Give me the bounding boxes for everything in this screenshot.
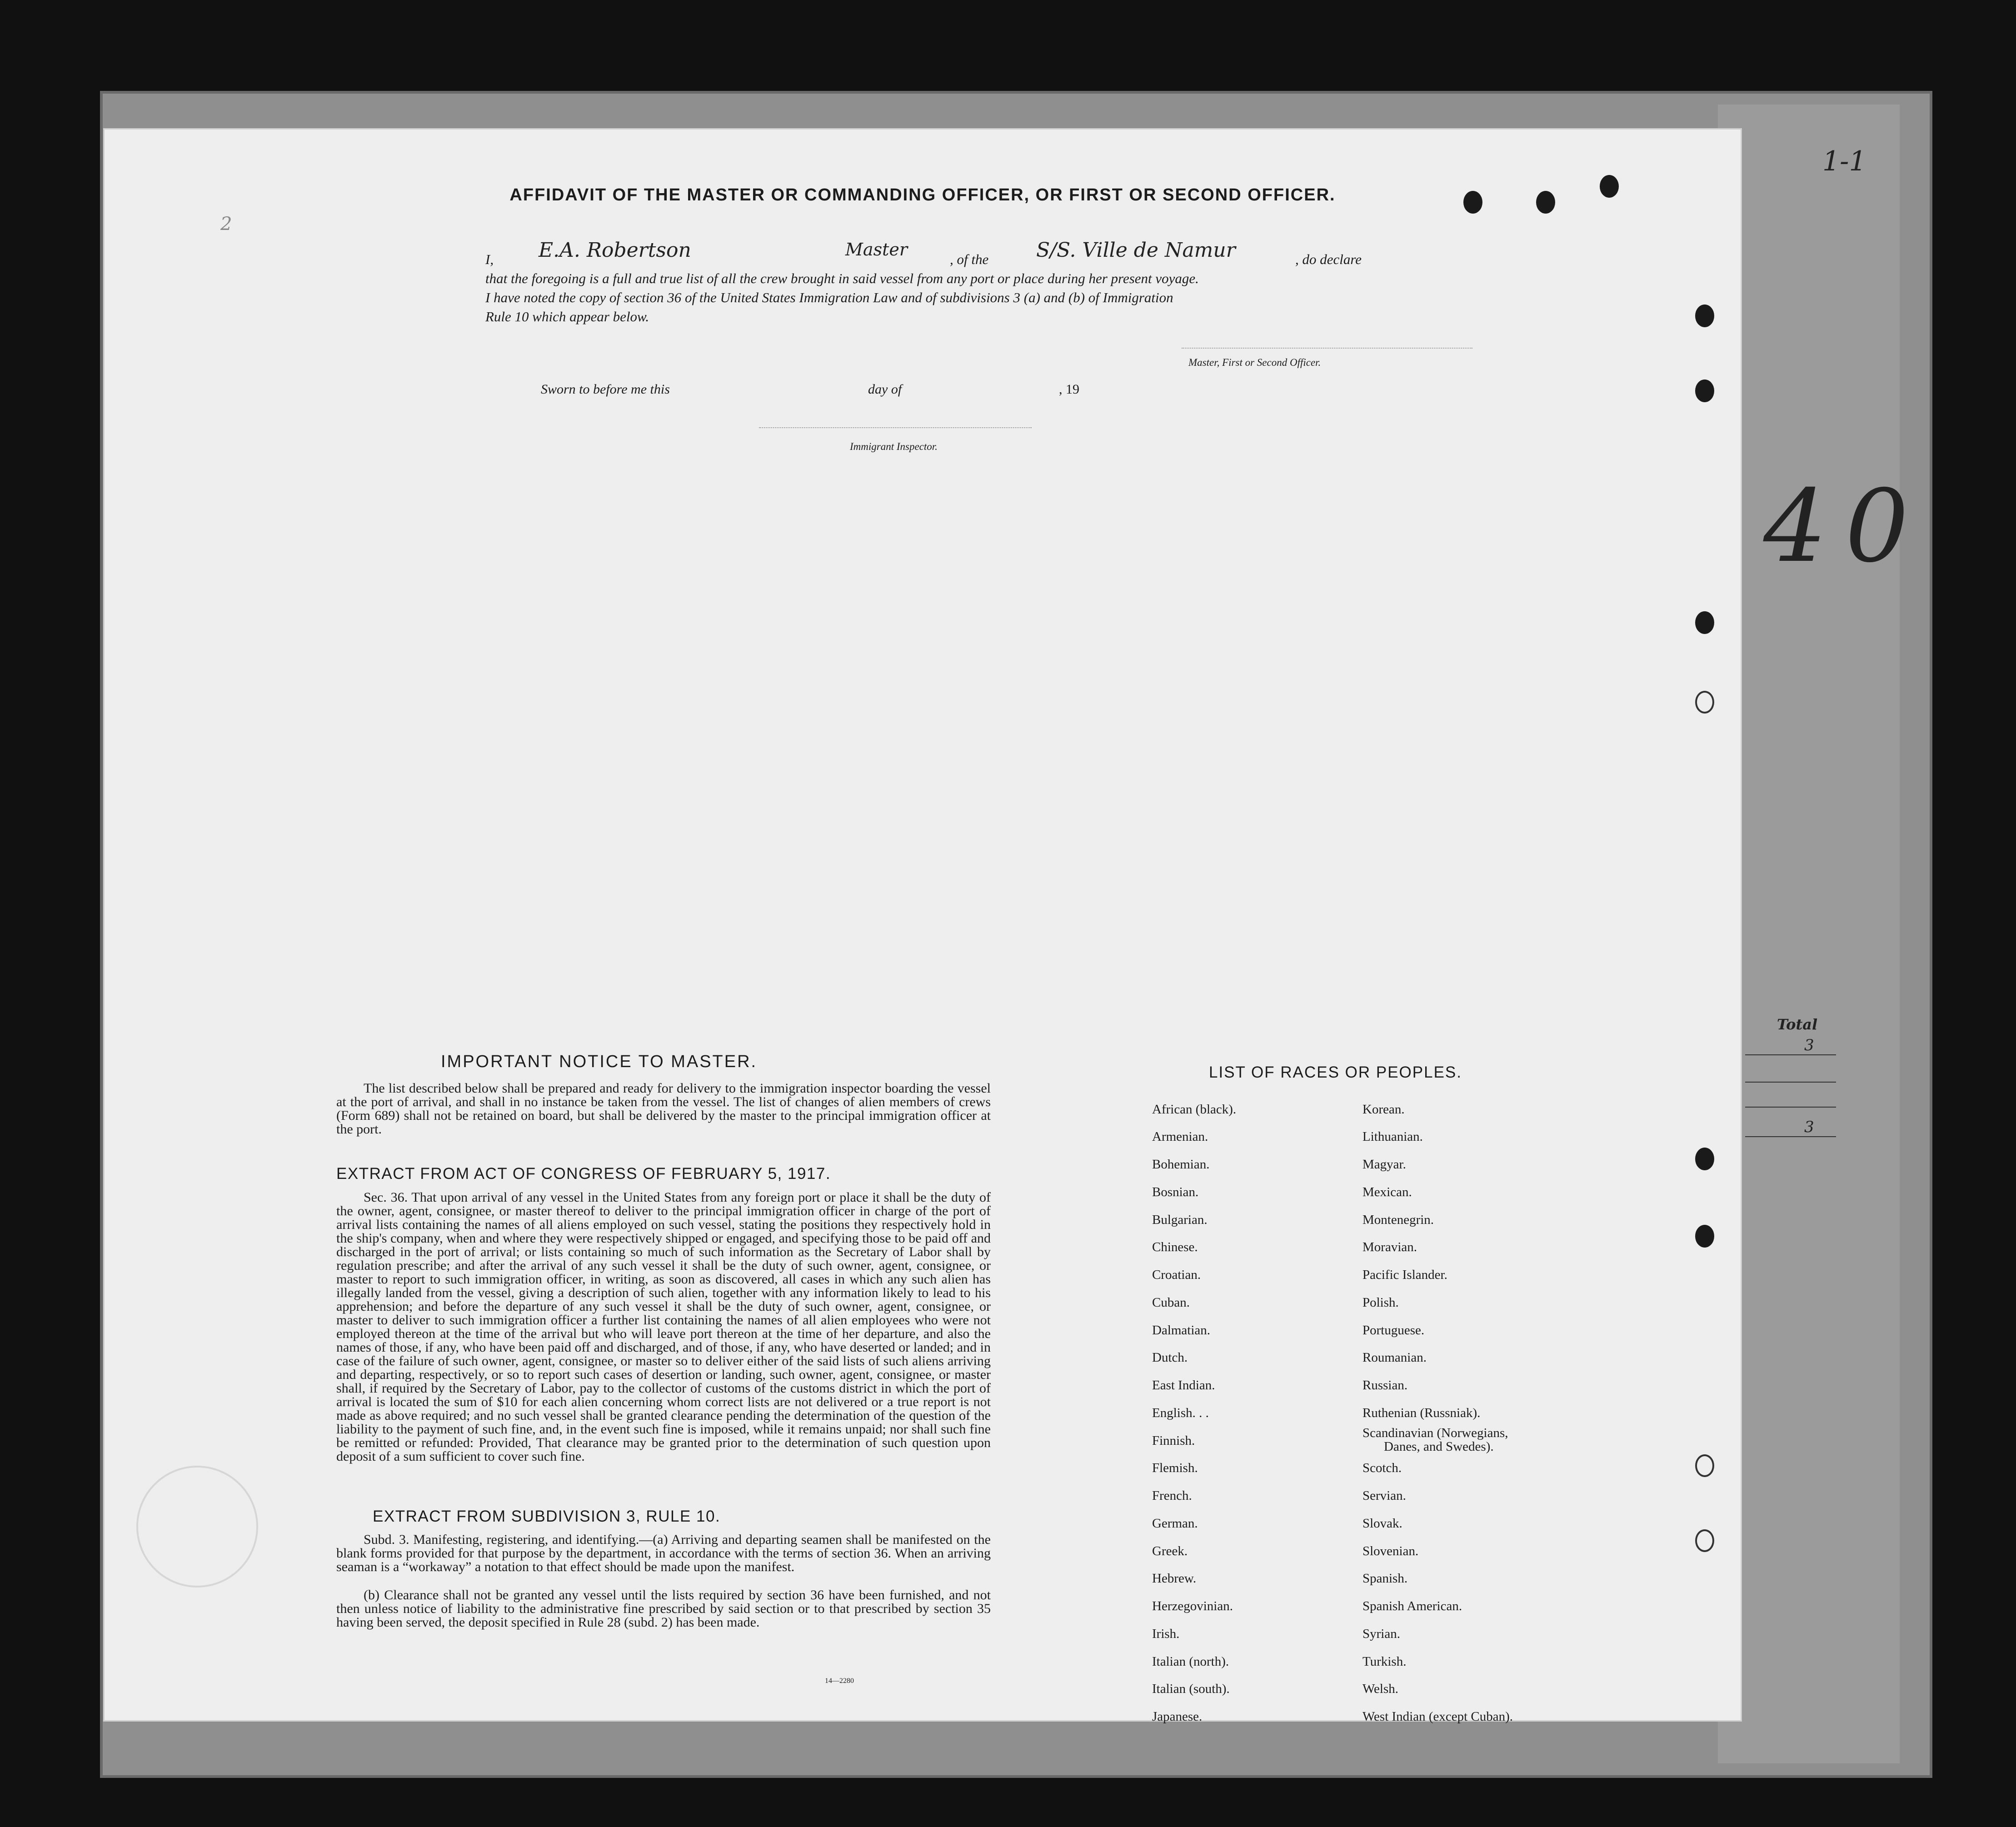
punch-hole bbox=[1600, 175, 1619, 198]
race-right: Spanish American. bbox=[1362, 1599, 1462, 1613]
total-label: Total bbox=[1777, 1016, 1818, 1033]
act-body: Sec. 36. That upon arrival of any vessel in the United States from any foreign port or place it shall be the duty of the owner, agent, consignee, or master thereof to deliver to the principal immigration officer in charge of the port of arrival lists containing the names of all aliens employed on such vessel, stating the positions they respectively hold in the ship's company, when and where they were respectively shipped or engaged, and specifying those to be paid off and discharged in the port of arrival; or lists containing so much of such information as the Secretary of Labor shall by regulation prescribe; and after the arrival of any such vessel it shall be the duty of such owner, agent, consignee, or master to report to such immigration officer, in writing, as soon as discovered, all cases in which any such alien has illegally landed from the vessel, giving a description of such alien, together with any information likely to lead to his apprehension; and before the departure of any such vessel it shall be the duty of such owner, agent, consignee, or master to deliver to such immigration officer a further list containing the names of all alien employees who were not employed thereon at the time of the arrival but who will leave port thereon at the time of her departure, and also the names of those, if any, who have been paid off and discharged, and of those, if any, who have deserted or landed; and in case of the failure of such owner, agent, consignee, or master so to deliver either of the said lists of such aliens arriving and departing, respectively, or so to report such cases of desertion or landing, such owner, agent, consignee, or master shall, if required by the Secretary of Labor, pay to the collector of customs of the customs district in which the port of arrival is located the sum of $10 for each alien concerning whom correct lists are not delivered or a true report is not made as above required; and no such vessel shall be granted clearance pending the determination of the question of the liability to the payment of such fine, and, in the event such fine is imposed, while it remains unpaid; nor shall such fine be remitted or refunded: Provided, That clearance may be granted prior to the determination of such question upon deposit of a sum sufficient to cover such fine. bbox=[336, 1190, 991, 1464]
race-right: Mexican. bbox=[1362, 1185, 1412, 1199]
race-right: Turkish. bbox=[1362, 1654, 1407, 1669]
race-left: Herzegovinian. bbox=[1152, 1599, 1233, 1613]
punch-hole bbox=[1695, 691, 1714, 714]
declaration-line-2: that the foregoing is a full and true list of all the crew brought in said vessel from any port or place during her present voyage. bbox=[485, 270, 1199, 286]
notice-title: IMPORTANT NOTICE TO MASTER. bbox=[441, 1052, 758, 1071]
race-left: Flemish. bbox=[1152, 1461, 1198, 1475]
race-right: Spanish. bbox=[1362, 1571, 1408, 1586]
total-value-2: 3 bbox=[1804, 1118, 1814, 1136]
total-rule bbox=[1745, 1107, 1836, 1108]
race-right: Montenegrin. bbox=[1362, 1213, 1434, 1227]
race-left: Italian (north). bbox=[1152, 1654, 1229, 1669]
races-title: LIST OF RACES OR PEOPLES. bbox=[1209, 1063, 1462, 1081]
left-margin-mark: 2 bbox=[220, 214, 232, 235]
sworn-label: Sworn to before me this bbox=[541, 382, 670, 397]
race-right: Slovenian. bbox=[1362, 1544, 1419, 1558]
page-number-mark: 1-1 bbox=[1822, 145, 1866, 177]
race-left: Japanese. bbox=[1152, 1709, 1203, 1724]
punch-hole bbox=[1695, 1529, 1714, 1552]
race-left: Cuban. bbox=[1152, 1295, 1190, 1310]
notice-body: The list described below shall be prepared and ready for delivery to the immigration inspector boarding the vessel at the port of arrival, and shall in no instance be taken from the vessel. The list of changes of alien members of crews (Form 689) shall not be retained on board, but shall be delivered by the master to the principal immigration officer at the port. bbox=[336, 1081, 991, 1137]
signature-line bbox=[1182, 348, 1472, 349]
declaration-line-3: I have noted the copy of section 36 of the United States Immigration Law and of subdivisions 3 (a) and (b) of Immigration bbox=[485, 290, 1173, 305]
race-left: Hebrew. bbox=[1152, 1571, 1197, 1586]
punch-hole bbox=[1695, 1225, 1714, 1248]
punch-hole bbox=[1463, 191, 1482, 214]
punch-hole bbox=[1695, 611, 1714, 634]
crew-list-page bbox=[105, 130, 1741, 1724]
day-of-label: day of bbox=[868, 382, 902, 397]
race-right: Russian. bbox=[1362, 1378, 1408, 1393]
race-left: Italian (south). bbox=[1152, 1682, 1230, 1696]
race-left: German. bbox=[1152, 1516, 1198, 1531]
race-left: East Indian. bbox=[1152, 1378, 1215, 1393]
total-value-1: 3 bbox=[1804, 1036, 1814, 1054]
race-left: Chinese. bbox=[1152, 1240, 1198, 1254]
race-left: French. bbox=[1152, 1488, 1192, 1503]
race-left: Greek. bbox=[1152, 1544, 1188, 1558]
race-right: Roumanian. bbox=[1362, 1350, 1427, 1365]
year-label: , 19 bbox=[1059, 382, 1079, 397]
of-the-label: , of the bbox=[950, 251, 989, 267]
big-handwritten-number: 40 bbox=[1763, 468, 1927, 584]
rule-body-a: Subd. 3. Manifesting, registering, and identifying.—(a) Arriving and departing seamen shall be manifested on the blank forms provided for that purpose by the department, in accordance with the terms of section 36. When an arriving seaman is a “workaway” a notation to that effect should be made upon the manifest. bbox=[336, 1532, 991, 1574]
race-left: English. . . bbox=[1152, 1406, 1209, 1420]
act-title: EXTRACT FROM ACT OF CONGRESS OF FEBRUARY 5, 1917. bbox=[336, 1165, 831, 1183]
inspector-caption: Immigrant Inspector. bbox=[850, 441, 938, 452]
race-left: Bohemian. bbox=[1152, 1157, 1210, 1172]
race-right: Slovak. bbox=[1362, 1516, 1402, 1531]
race-right: Lithuanian. bbox=[1362, 1129, 1423, 1144]
total-rule bbox=[1745, 1082, 1836, 1083]
race-right-continued: Danes, and Swedes). bbox=[1384, 1439, 1494, 1454]
declaration-line-1 bbox=[485, 251, 494, 268]
race-left: Croatian. bbox=[1152, 1268, 1201, 1282]
race-left: African (black). bbox=[1152, 1102, 1237, 1117]
signature-caption: Master, First or Second Officer. bbox=[1188, 357, 1321, 368]
total-rule bbox=[1745, 1136, 1836, 1137]
race-left: Armenian. bbox=[1152, 1129, 1208, 1144]
race-right: Scotch. bbox=[1362, 1461, 1402, 1475]
race-left: Irish. bbox=[1152, 1627, 1180, 1641]
underlying-page bbox=[1718, 105, 1927, 1763]
rule-body-b: (b) Clearance shall not be granted any vessel until the lists required by section 36 have been furnished, and not then unless notice of liability to the administrative fine prescribed by said section or to that prescribed by section 35 having been served, the deposit specified in Rule 28 (subd. 2) has been made. bbox=[336, 1587, 991, 1630]
faded-seal bbox=[136, 1466, 258, 1587]
race-right: Servian. bbox=[1362, 1488, 1406, 1503]
punch-hole bbox=[1695, 1454, 1714, 1477]
punch-hole bbox=[1695, 379, 1714, 402]
punch-hole bbox=[1695, 1148, 1714, 1170]
race-right: Magyar. bbox=[1362, 1157, 1406, 1172]
master-rank: Master bbox=[845, 240, 908, 260]
declaration-line-4: Rule 10 which appear below. bbox=[485, 309, 649, 324]
race-right: Scandinavian (Norwegians, bbox=[1362, 1426, 1508, 1440]
race-left: Bulgarian. bbox=[1152, 1213, 1208, 1227]
race-right: Polish. bbox=[1362, 1295, 1399, 1310]
race-left: Finnish. bbox=[1152, 1433, 1195, 1448]
race-right: West Indian (except Cuban). bbox=[1362, 1709, 1513, 1724]
declaration-i: I, bbox=[485, 251, 494, 267]
do-declare-label: , do declare bbox=[1295, 251, 1362, 267]
race-right: Moravian. bbox=[1362, 1240, 1417, 1254]
inspector-line bbox=[759, 427, 1032, 428]
punch-hole bbox=[1695, 304, 1714, 327]
race-right: Pacific Islander. bbox=[1362, 1268, 1447, 1282]
race-right: Welsh. bbox=[1362, 1682, 1399, 1696]
race-right: Ruthenian (Russniak). bbox=[1362, 1406, 1481, 1420]
affidavit-title: AFFIDAVIT OF THE MASTER OR COMMANDING OFFICER, OR FIRST OR SECOND OFFICER. bbox=[509, 185, 1336, 205]
race-left: Bosnian. bbox=[1152, 1185, 1199, 1199]
total-rule bbox=[1745, 1054, 1836, 1055]
vessel-name: S/S. Ville de Namur bbox=[1036, 239, 1236, 262]
rule-title: EXTRACT FROM SUBDIVISION 3, RULE 10. bbox=[373, 1508, 721, 1525]
form-number: 14—2280 bbox=[825, 1677, 854, 1685]
race-left: Dalmatian. bbox=[1152, 1323, 1211, 1338]
punch-hole bbox=[1536, 191, 1555, 214]
master-name: E.A. Robertson bbox=[539, 239, 691, 262]
race-right: Syrian. bbox=[1362, 1627, 1400, 1641]
race-right: Korean. bbox=[1362, 1102, 1405, 1117]
race-right: Portuguese. bbox=[1362, 1323, 1425, 1338]
race-left: Dutch. bbox=[1152, 1350, 1188, 1365]
